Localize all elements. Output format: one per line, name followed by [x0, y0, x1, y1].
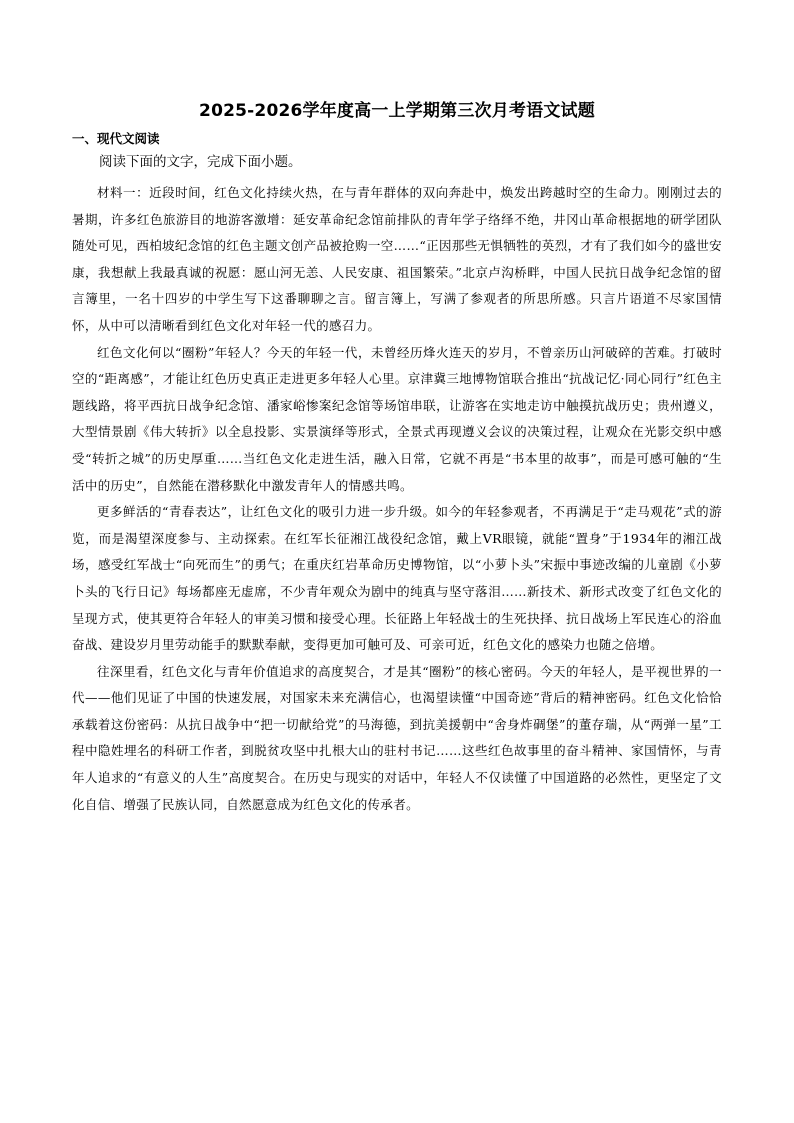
- paragraph-3: 更多鲜活的“青春表达”，让红色文化的吸引力进一步升级。如今的年轻参观者，不再满足于“走马观花”式的游览，而是渴望深度参与、主动探索。在红军长征湘江战役纪念馆，戴上VR眼镜，就能“置身”于1934年的湘江战场，感受红军战士“向死而生”的勇气；在重庆红岩革命历史博物馆，以“小萝卜头”宋振中事迹改编的儿童剧《小萝卜头的飞行日记》每场都座无虚席，不少青年观众为剧中的纯真与坚守落泪……新技术、新形式改变了红色文化的呈现方式，使其更符合年轻人的审美习惯和接受心理。长征路上年轻战士的生死抉择、抗日战场上军民连心的浴血奋战、建设岁月里劳动能手的默默奉献，变得更加可触可及、可亲可近，红色文化的感染力也随之倍增。: [72, 504, 722, 653]
- page-title: 2025-2026学年度高一上学期第三次月考语文试题: [199, 101, 595, 121]
- paragraph-material-1: 材料一：近段时间，红色文化持续火热，在与青年群体的双向奔赴中，焕发出跨越时空的生命力。刚刚过去的暑期，许多红色旅游目的地游客激增：延安革命纪念馆前排队的青年学子络绎不绝，井冈山革命根据地的研学团队随处可见，西柏坡纪念馆的红色主题文创产品被抢购一空……“正因那些无惧牺牲的英烈，才有了我们如今的盛世安康，我想献上我最真诚的祝愿：愿山河无恙、人民安康、祖国繁荣。”北京卢沟桥畔，中国人民抗日战争纪念馆的留言簿里，一名十四岁的中学生写下这番聊聊之言。留言簿上，写满了参观者的所思所感。只言片语道不尽家国情怀，从中可以清晰看到红色文化对年轻一代的感召力。: [72, 185, 722, 333]
- reading-instruction: 阅读下面的文字，完成下面小题。: [99, 154, 302, 170]
- paragraph-2: 红色文化何以“圈粉”年轻人？今天的年轻一代，未曾经历烽火连天的岁月，不曾亲历山河破碎的苦难。打破时空的“距离感”，才能让红色历史真正走进更多年轻人心里。京津冀三地博物馆联合推出“抗战记忆·同心同行”红色主题线路，将平西抗日战争纪念馆、潘家峪惨案纪念馆等场馆串联，让游客在实地走访中触摸抗战历史；贵州遵义，大型情景剧《伟大转折》以全息投影、实景演绎等形式，全景式再现遵义会议的决策过程，让观众在光影交织中感受“转折之城”的历史厚重……当红色文化走进生活，融入日常，它就不再是“书本里的故事”，而是可感可触的“生活中的历史”，自然能在潜移默化中激发青年人的情感共鸣。: [72, 344, 722, 493]
- paragraph-4: 往深里看，红色文化与青年价值追求的高度契合，才是其“圈粉”的核心密码。今天的年轻人，是平视世界的一代——他们见证了中国的快速发展，对国家未来充满信心，也渴望读懂“中国奇迹”背后的精神密码。红色文化恰恰承载着这份密码：从抗日战争中“把一切献给党”的马海德，到抗美援朝中“舍身炸碉堡”的董存瑞，从“两弹一星”工程中隐姓埋名的科研工作者，到脱贫攻坚中扎根大山的驻村书记……这些红色故事里的奋斗精神、家国情怀，与青年人追求的“有意义的人生”高度契合。在历史与现实的对话中，年轻人不仅读懂了中国道路的必然性，更坚定了文化自信、增强了民族认同，自然愿意成为红色文化的传承者。: [72, 663, 722, 812]
- section-heading: 一、现代文阅读: [72, 131, 160, 146]
